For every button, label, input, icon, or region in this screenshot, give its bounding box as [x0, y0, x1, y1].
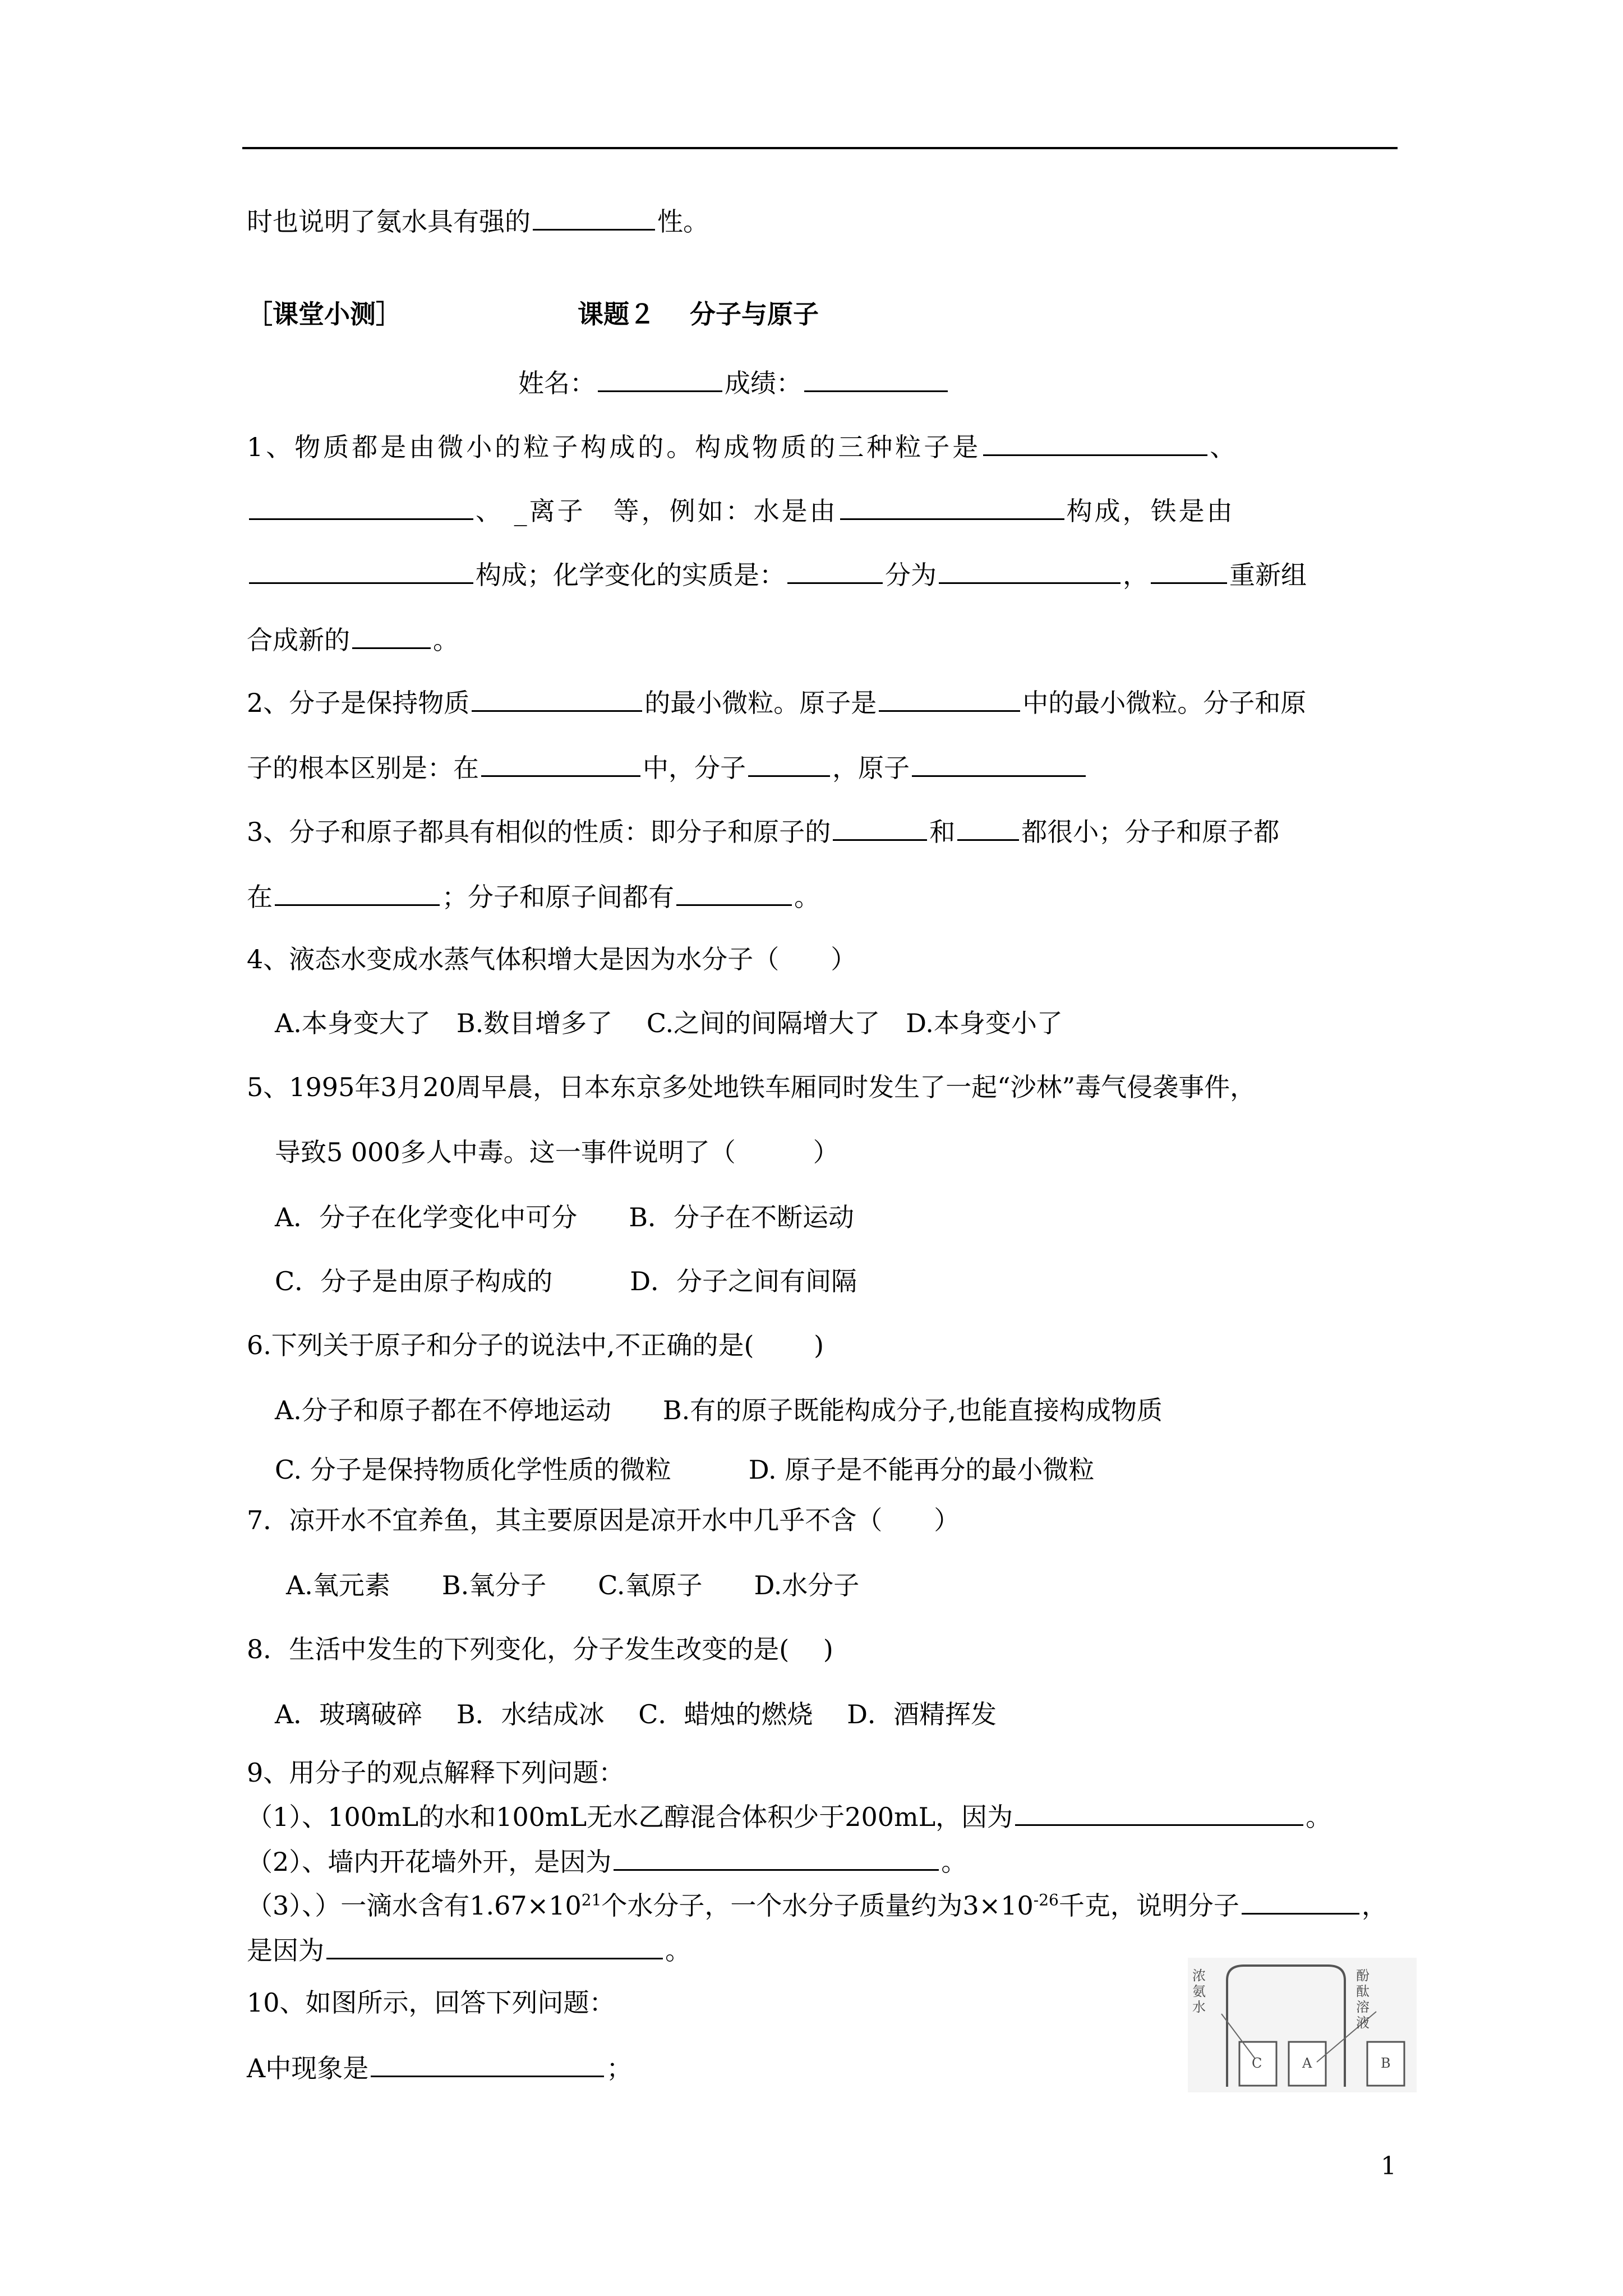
header-rule	[242, 147, 1398, 149]
page-title: 课题２ 分子与原子	[578, 299, 819, 329]
question-1-line-4: 合成新的 。	[247, 622, 459, 657]
quiz-header: ［课堂小测］	[247, 299, 402, 329]
question-2-line-2: 子的根本区别是：在 中，分子 ，原子	[247, 749, 1088, 785]
answer-blank[interactable]	[326, 1932, 663, 1959]
question-3-line-2: 在 ；分子和原子间都有 。	[247, 878, 820, 914]
experiment-figure	[1188, 1958, 1417, 2092]
question-1: 1、物质都是由微小的粒子构成的。构成物质的三种粒子是 、	[247, 429, 1238, 464]
question-4-options: A.本身变大了 B.数目增多了 C.之间的间隔增大了 D.本身变小了	[275, 1008, 1063, 1038]
answer-blank[interactable]	[1015, 1798, 1303, 1826]
page-number: 1	[1381, 2152, 1396, 2180]
name-score-line: 姓名： 成绩：	[518, 365, 950, 400]
answer-blank[interactable]	[957, 813, 1019, 841]
answer-blank[interactable]	[879, 684, 1020, 712]
answer-blank[interactable]	[614, 1843, 939, 1871]
question-6-options-2: C. 分子是保持物质化学性质的微粒 D. 原子是不能再分的最小微粒	[275, 1455, 1095, 1485]
question-7: 7．凉开水不宜养鱼，其主要原因是凉开水中几乎不含（ ）	[247, 1505, 960, 1535]
figure-label-right: 酚酞溶液	[1356, 1968, 1370, 2031]
beaker-c-label: C	[1252, 2055, 1262, 2071]
text-line: 时也说明了氨水具有强的 性。	[247, 203, 709, 238]
answer-blank[interactable]	[748, 749, 830, 777]
question-5: 5、1995年3月20周早晨，日本东京多处地铁车厢同时发生了一起“沙林”毒气侵袭事件，	[247, 1072, 1256, 1102]
score-field[interactable]	[804, 365, 948, 392]
question-9-part-3: （3）、）一滴水含有$1.67\times 10^{21}$个水分子，一个水分子质量约为$3\times 10^{-26}$千克，说明分子 ，	[247, 1887, 1387, 1922]
answer-blank[interactable]	[983, 429, 1207, 456]
answer-blank[interactable]	[787, 556, 883, 584]
answer-blank[interactable]	[840, 493, 1064, 520]
question-5-line-2: 导致5 000多人中毒。这一事件说明了（ ）	[275, 1137, 839, 1167]
question-1-line-2: 、 _离子 等，例如：水是由 构成，铁是由	[247, 493, 1235, 528]
question-8: 8．生活中发生的下列变化，分子发生改变的是( )	[247, 1634, 833, 1664]
question-5-options-1: A．分子在化学变化中可分 B．分子在不断运动	[275, 1202, 855, 1232]
question-6: 6.下列关于原子和分子的说法中,不正确的是( )	[247, 1330, 824, 1360]
beaker-b-label: B	[1381, 2055, 1391, 2071]
answer-blank[interactable]	[249, 493, 473, 520]
answer-blank[interactable]	[912, 749, 1086, 777]
question-5-options-2: C．分子是由原子构成的 D．分子之间有间隔	[275, 1266, 857, 1296]
question-10: 10、如图所示，回答下列问题：	[247, 1987, 615, 2018]
answer-blank[interactable]	[249, 556, 473, 584]
question-2: 2、分子是保持物质 的最小微粒。原子是 中的最小微粒。分子和原	[247, 684, 1306, 720]
question-1-line-3: 构成；化学变化的实质是： 分为 ， 重新组	[247, 556, 1307, 592]
question-3: 3、分子和原子都具有相似的性质：即分子和原子的 和 都很小；分子和原子都	[247, 813, 1279, 849]
answer-blank[interactable]	[676, 878, 792, 906]
name-field[interactable]	[598, 365, 722, 392]
answer-blank[interactable]	[472, 684, 642, 712]
answer-blank[interactable]	[1151, 556, 1227, 584]
question-7-options: A.氧元素 B.氧分子 C.氧原子 D.水分子	[286, 1570, 860, 1600]
question-9-part-2: （2）、墙内开花墙外开，是因为 。	[247, 1843, 967, 1879]
answer-blank[interactable]	[533, 203, 655, 231]
question-9-part-1: （1）、100mL的水和100mL无水乙醇混合体积少于200mL，因为 。	[247, 1798, 1331, 1834]
question-9: 9、用分子的观点解释下列问题：	[247, 1757, 625, 1788]
answer-blank[interactable]	[939, 556, 1121, 584]
figure-label-left: 浓氨水	[1192, 1968, 1206, 2015]
question-4: 4、液态水变成水蒸气体积增大是因为水分子（ ）	[247, 944, 857, 974]
answer-blank[interactable]	[352, 622, 431, 649]
question-8-options: A．玻璃破碎 B．水结成冰 C．蜡烛的燃烧 D．酒精挥发	[275, 1699, 997, 1729]
answer-blank[interactable]	[833, 813, 927, 841]
beaker-a-label: A	[1302, 2055, 1312, 2071]
question-6-options-1: A.分子和原子都在不停地运动 B.有的原子既能构成分子,也能直接构成物质	[275, 1395, 1163, 1425]
answer-blank[interactable]	[1242, 1887, 1359, 1915]
question-9-part-3-line-2: 是因为 。	[247, 1932, 691, 1967]
answer-blank[interactable]	[275, 878, 440, 906]
question-10-part-a: A中现象是 ；	[247, 2050, 632, 2085]
answer-blank[interactable]	[481, 749, 640, 777]
answer-blank[interactable]	[371, 2050, 604, 2077]
